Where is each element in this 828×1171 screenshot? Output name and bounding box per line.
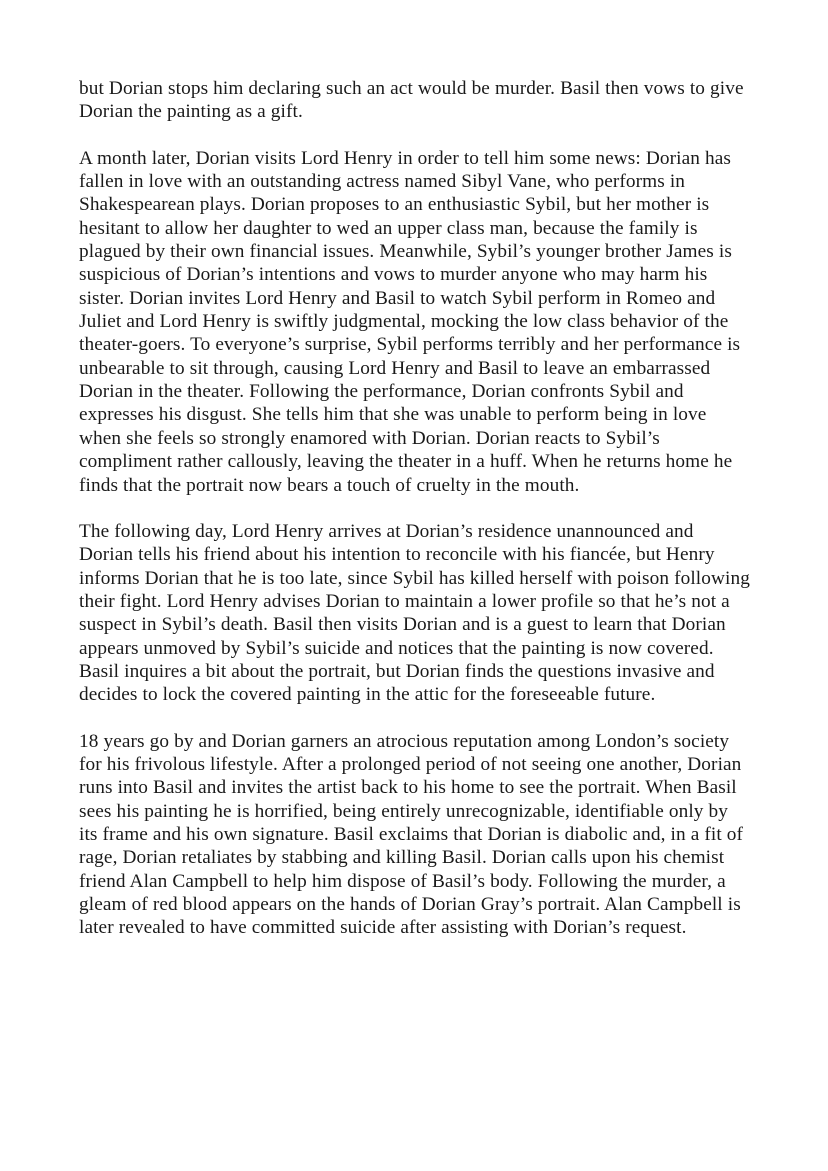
document-text-column [79,77,750,940]
paragraph-2: A month later, Dorian visits Lord Henry in order to tell him some news: Dorian has fallen in love with an outstanding actress named Sibyl Vane, who performs in Shakespearean plays. Dorian proposes to an enthusiastic Sybil, but her mother is hesitant to allow her daughter to wed an upper class man, because the family is plagued by their own financial issues. Meanwhile, Sybil’s younger brother James is suspicious of Dorian’s intentions and vows to murder anyone who may harm his sister. Dorian invites Lord Henry and Basil to watch Sybil perform in Romeo and Juliet and Lord Henry is swiftly judgmental, mocking the low class behavior of the theater-goers. To everyone’s surprise, Sybil performs terribly and her performance is unbearable to sit through, causing Lord Henry and Basil to leave an embarrassed Dorian in the theater. Following the performance, Dorian confronts Sybil and expresses his disgust. She tells him that she was unable to perform being in love when she feels so strongly enamored with Dorian. Dorian reacts to Sybil’s compliment rather callously, leaving the theater in a huff. When he returns home he finds that the portrait now bears a touch of cruelty in the mouth. [79,147,741,496]
paragraph-3: The following day, Lord Henry arrives at Dorian’s residence unannounced and Dorian tells his friend about his intention to reconcile with his fiancée, but Henry informs Dorian that he is too late, since Sybil has killed herself with poison following their fight. Lord Henry advises Dorian to maintain a lower profile so that he’s not a suspect in Sybil’s death. Basil then visits Dorian and is a guest to learn that Dorian appears unmoved by Sybil’s suicide and notices that the painting is now covered. Basil inquires a bit about the portrait, but Dorian finds the questions invasive and decides to lock the covered painting in the attic for the foreseeable future. [79,520,750,706]
paragraph-4: 18 years go by and Dorian garners an atrocious reputation among London’s society for his frivolous lifestyle. After a prolonged period of not seeing one another, Dorian runs into Basil and invites the artist back to his home to see the portrait. When Basil sees his painting he is horrified, being entirely unrecognizable, identifiable only by its frame and his own signature. Basil exclaims that Dorian is diabolic and, in a fit of rage, Dorian retaliates by stabbing and killing Basil. Dorian calls upon his chemist friend Alan Campbell to help him dispose of Basil’s body. Following the murder, a gleam of red blood appears on the hands of Dorian Gray’s portrait. Alan Campbell is later revealed to have committed suicide after assisting with Dorian’s request. [79,730,744,939]
paragraph-1: but Dorian stops him declaring such an act would be murder. Basil then vows to give Dorian the painting as a gift. [79,78,744,123]
